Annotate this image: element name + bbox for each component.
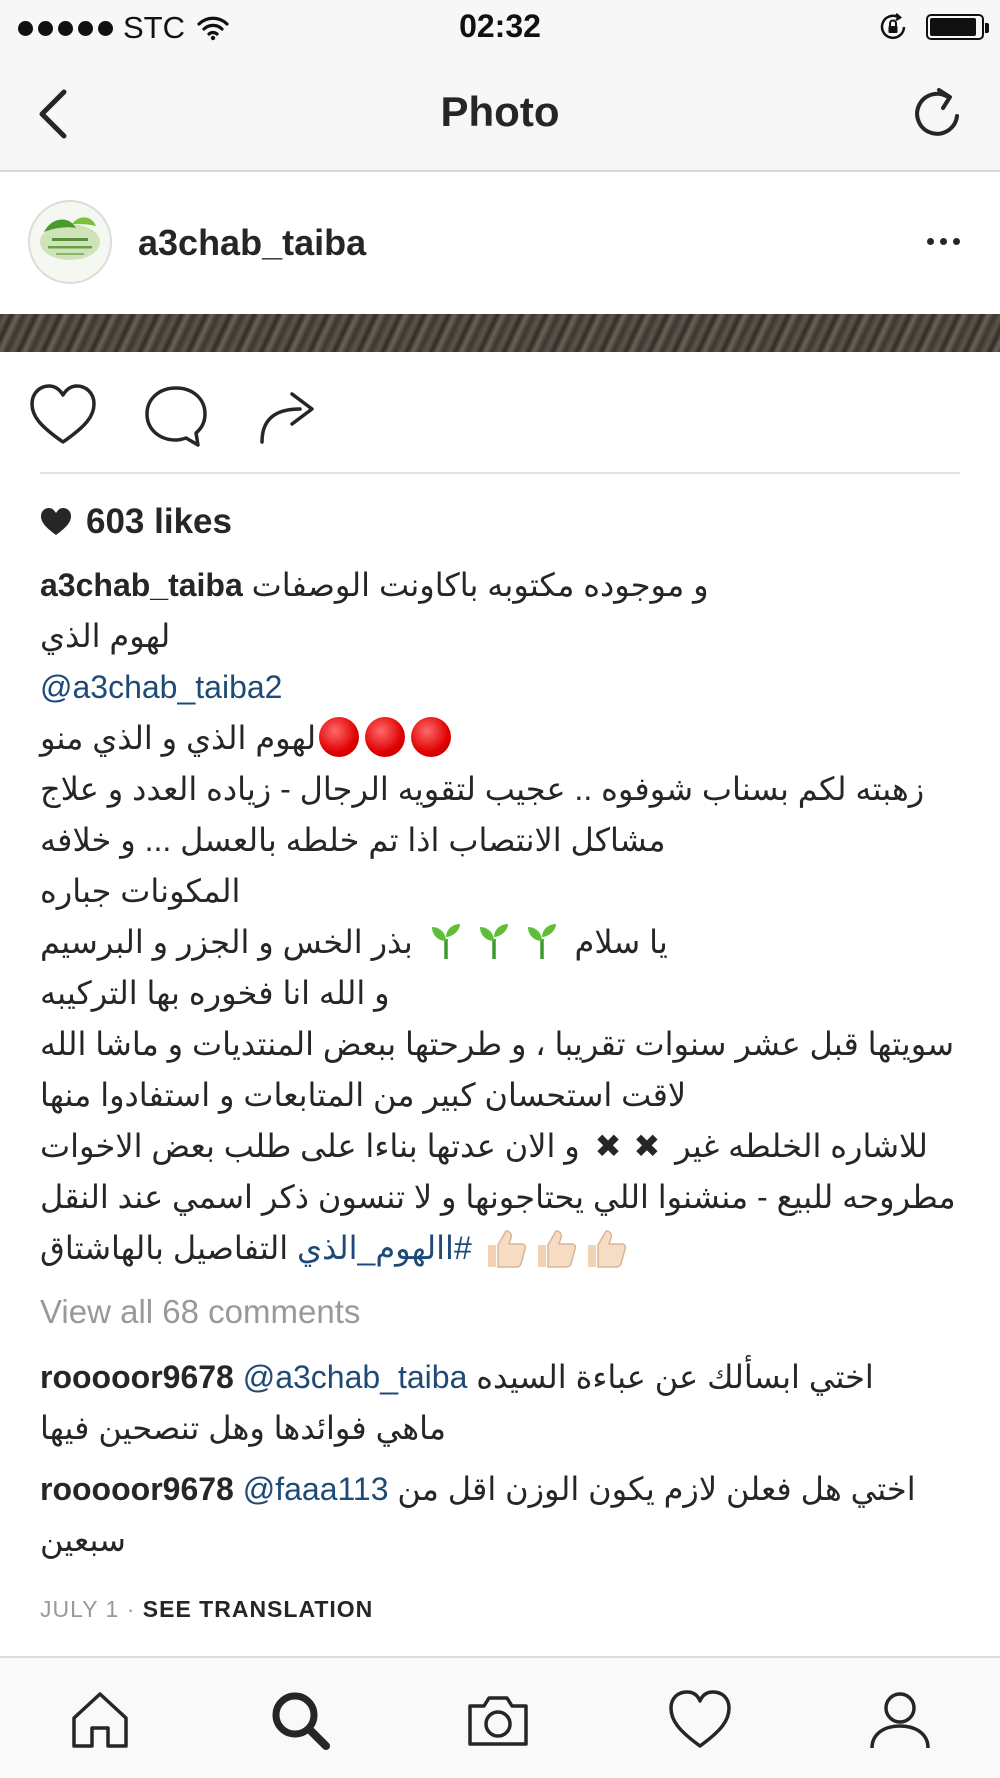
view-all-comments-link[interactable]: View all 68 comments bbox=[40, 1293, 361, 1330]
battery-icon bbox=[926, 14, 984, 40]
post-date: JULY 1 bbox=[40, 1596, 120, 1622]
caption-text: للاشاره الخلطه غير bbox=[675, 1128, 928, 1164]
cross-mark-icon: ✖ bbox=[594, 1128, 622, 1164]
comment-text: اختي هل فعلن لازم يكون الوزن اقل من bbox=[397, 1471, 916, 1507]
caption-text: التفاصيل بالهاشتاق bbox=[40, 1230, 289, 1266]
comment-item bbox=[40, 1352, 962, 1454]
caption-text: و موجوده مكتوبه باكاونت الوصفات bbox=[251, 567, 709, 603]
search-icon[interactable] bbox=[268, 1688, 332, 1752]
caption-text: مطروحه للبيع - منشنوا اللي يحتاجونها و لا تنسون ذكر اسمي عند النقل bbox=[40, 1179, 956, 1215]
see-translation-link[interactable]: SEE TRANSLATION bbox=[142, 1596, 374, 1622]
caption-text: مشاكل الانتصاب اذا تم خلطه بالعسل ... و خلافه bbox=[40, 822, 666, 858]
seedling-icon bbox=[524, 921, 560, 961]
comment-text: سبعين bbox=[40, 1522, 126, 1558]
page-title: Photo bbox=[440, 88, 560, 135]
home-icon[interactable] bbox=[68, 1688, 132, 1752]
caption-text: يا سلام bbox=[574, 924, 668, 960]
divider bbox=[40, 472, 960, 474]
comment-text: ماهي فوائدها وهل تنصحين فيها bbox=[40, 1410, 447, 1446]
caption-line bbox=[40, 917, 962, 968]
comment-bubble-icon[interactable] bbox=[142, 382, 210, 450]
caption-mention[interactable]: @a3chab_taiba2 bbox=[40, 669, 283, 705]
comment-username[interactable]: rooooor9678 bbox=[40, 1359, 234, 1395]
avatar[interactable] bbox=[28, 200, 112, 284]
likes-count[interactable] bbox=[40, 502, 232, 542]
comment-item bbox=[40, 1464, 962, 1566]
comment-mention[interactable]: @a3chab_taiba bbox=[242, 1359, 468, 1395]
caption-line bbox=[40, 1121, 962, 1172]
caption-text: المكونات جباره bbox=[40, 873, 241, 909]
meta-separator: · bbox=[126, 1596, 136, 1622]
caption-text: و الله انا فخوره بها التركيبه bbox=[40, 975, 390, 1011]
post-actions bbox=[0, 352, 1000, 472]
post-photo[interactable] bbox=[0, 314, 1000, 352]
caption-text: لهوم الذي و الذي منو bbox=[40, 720, 317, 756]
caption-text: زهبته لكم بسناب شوفوه .. عجيب لتقويه الرجال - زياده العدد و علاج bbox=[40, 771, 925, 807]
post-username[interactable]: a3chab_taiba bbox=[138, 222, 367, 263]
thumbs-up-icon bbox=[584, 1227, 628, 1269]
caption-line bbox=[40, 713, 962, 764]
heart-outline-icon[interactable] bbox=[28, 382, 98, 448]
red-circle-icon bbox=[365, 717, 405, 757]
status-bar bbox=[0, 0, 1000, 56]
post-caption bbox=[40, 560, 962, 1635]
caption-text: و الان عدتها بناءا على طلب بعض الاخوات bbox=[40, 1128, 580, 1164]
post-meta bbox=[40, 1584, 962, 1635]
caption-text: بذر الخس و الجزر و البرسيم bbox=[40, 924, 413, 960]
comment-text: اختي ابسألك عن عباءة السيده bbox=[476, 1359, 874, 1395]
brand-logo-icon bbox=[30, 202, 110, 282]
share-arrow-icon[interactable] bbox=[256, 382, 320, 446]
caption-text: سويتها قبل عشر سنوات تقريبا ، و طرحتها ببعض المنتديات و ماشا الله bbox=[40, 1026, 955, 1062]
caption-username[interactable]: a3chab_taiba bbox=[40, 567, 243, 603]
caption-hashtag[interactable]: #االهوم_الذي bbox=[297, 1230, 472, 1266]
more-horizontal-icon[interactable] bbox=[927, 238, 960, 245]
thumbs-up-icon bbox=[484, 1227, 528, 1269]
refresh-icon[interactable] bbox=[910, 86, 966, 142]
seedling-icon bbox=[428, 921, 464, 961]
orientation-lock-icon bbox=[878, 12, 908, 42]
heart-filled-icon bbox=[40, 507, 72, 537]
battery-level bbox=[930, 18, 976, 36]
carrier-label: STC bbox=[123, 10, 185, 45]
caption-text: لهوم الذي bbox=[40, 618, 171, 654]
thumbs-up-icon bbox=[534, 1227, 578, 1269]
cross-mark-icon: ✖ bbox=[633, 1128, 661, 1164]
caption-line bbox=[40, 1223, 962, 1274]
caption-text: لاقت استحسان كبير من المتابعات و استفادوا منها bbox=[40, 1077, 687, 1113]
profile-icon[interactable] bbox=[868, 1688, 932, 1752]
nav-bar bbox=[0, 56, 1000, 172]
activity-heart-icon[interactable] bbox=[668, 1688, 732, 1752]
status-right bbox=[878, 12, 984, 42]
likes-label: 603 likes bbox=[86, 502, 232, 541]
post-header bbox=[0, 172, 1000, 314]
red-circle-icon bbox=[319, 717, 359, 757]
seedling-icon bbox=[476, 921, 512, 961]
comment-username[interactable]: rooooor9678 bbox=[40, 1471, 234, 1507]
comment-mention[interactable]: @faaa113 bbox=[242, 1471, 389, 1507]
camera-icon[interactable] bbox=[466, 1688, 530, 1752]
red-circle-icon bbox=[411, 717, 451, 757]
status-time: 02:32 bbox=[459, 8, 541, 44]
tab-bar bbox=[0, 1656, 1000, 1778]
